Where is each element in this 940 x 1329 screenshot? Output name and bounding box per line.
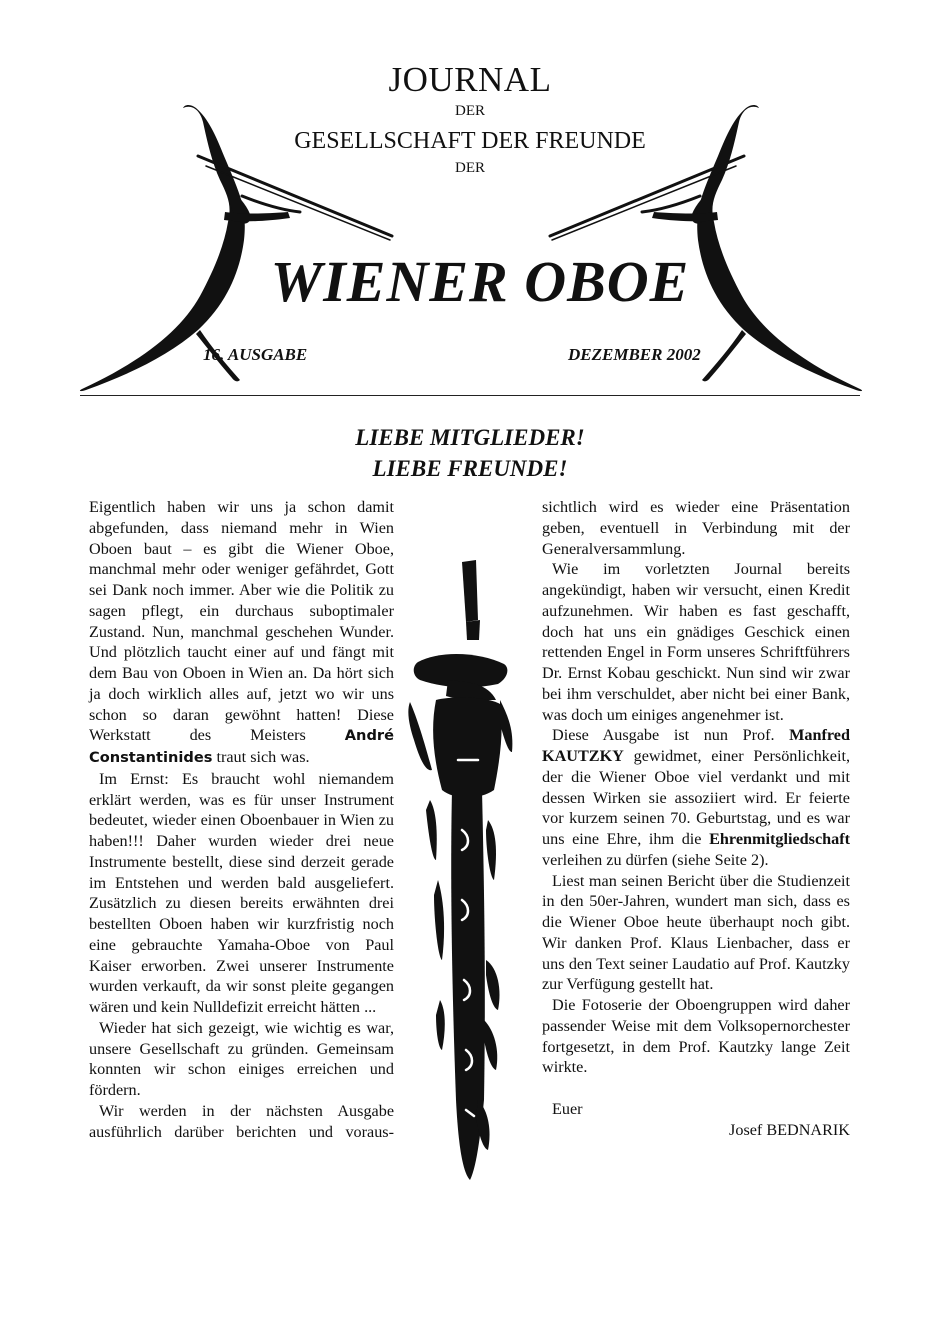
left-p1-text: Eigentlich haben wir uns ja schon damit abgefunden, dass niemand mehr in Wien Oboen baut – es gibt die Wiener Oboe, manchmal mehr oder weniger gefährdet, Gott sei Dank noch immer. Aber wie die Politik zu sagen pflegt, ein durchaus suboptimaler Zustand. Nun, manchmal geschehen Wunder. Und plötzlich taucht einer auf und fängt mit dem Bau von Oboen in Wien an. Da hört sich ja doch wirklich alles auf, jetzt wo wir uns schon so daran gewöhnt hatten! Diese Werkstatt des Meisters <box>89 498 394 745</box>
right-paragraph-5: Die Fotoserie der Oboengruppen wird daher passender Weise mit dem Volksopernorchester fortgesetzt, in dem Prof. Kautzky lange Zeit wirkte. <box>542 996 850 1077</box>
left-paragraph-4: Wir werden in der nächsten Ausgabe ausführlich darüber berichten und voraus- <box>89 1101 394 1141</box>
society-title: GESELLSCHAFT DER FREUNDE <box>294 128 646 154</box>
left-paragraph-1 <box>89 497 394 769</box>
issue-number: 16. AUSGABE <box>203 345 308 364</box>
left-column <box>89 497 394 1142</box>
right-column <box>542 497 850 1140</box>
left-p1-end: traut sich was. <box>216 748 310 766</box>
der-line-1: DER <box>455 103 485 119</box>
left-paragraph-3: Wieder hat sich gezeigt, wie wichtig es war, unsere Gesellschaft zu gründen. Gemeinsam konnten wir schon einiges erreichen und fördern. <box>89 1018 394 1099</box>
salutation-line-2: LIEBE FREUNDE! <box>372 456 568 481</box>
maker-name: André Constantinides <box>89 727 394 766</box>
signature: Josef BEDNARIK <box>729 1120 850 1139</box>
honoree-name: Manfred KAUTZKY <box>542 726 850 765</box>
salutation-line-1: LIEBE MITGLIEDER! <box>355 425 585 450</box>
right-p3-c: verleihen zu dürfen (siehe Seite 2). <box>542 850 769 869</box>
right-paragraph-1: sichtlich wird es wieder eine Präsentation geben, eventuell in Verbindung mit der Generalversammlung. <box>542 498 850 558</box>
journal-title: JOURNAL <box>388 60 552 99</box>
honorary-membership: Ehrenmitgliedschaft <box>709 830 851 848</box>
right-p3-b: gewidmet, einer Persönlichkeit, der die Wiener Oboe viel verdankt und mit dessen Wirken sie assoziiert wird. Er feierte vor kurzem seinen 70. Geburtstag, und es war uns eine Ehre, ihm die <box>542 747 850 848</box>
closing: Euer <box>552 1099 583 1118</box>
right-paragraph-4: Liest man seinen Bericht über die Studienzeit in den 50er-Jahren, wundert man sich, dass es die Wiener Oboe heute überhaupt noch gibt. Wir danken Prof. Klaus Lienbacher, dass er uns den Text seiner Laudatio auf Prof. Kautzky zur Verfügung gestellt hat. <box>542 871 850 994</box>
right-paragraph-2: Wie im vorletzten Journal bereits angekündigt, haben wir versucht, einen Kredit aufzunehmen. Wir haben es fast geschafft, doch hat uns ein gnädiges Geschick einen rettenden Engel in Form unseres Schriftführers Dr. Ernst Kobau geschickt. Nun sind wir zwar bei ihm verschuldet, aber nicht bei einer Bank, was doch um einiges angenehmer ist. <box>542 560 850 724</box>
left-paragraph-2: Im Ernst: Es braucht wohl niemandem erklärt werden, was es für unser Instrument bedeutet, wieder einen Oboenbauer in Wien zu haben!!! Daher wurden wieder drei neue Instrumente bestellt, diese sind derzeit gerade im Entstehen und werden bald ausgeliefert. Zusätzlich zu diesen bereits erwähnten drei bestellten Oboen haben wir kurzfristig noch eine gebrauchte Yamaha-Oboe von Paul Kaiser erworben. Zwei unserer Instrumente wurden verkauft, da wir sonst pleite gegangen wären und kein Nulldefizit erreicht hätten ... <box>89 769 394 1016</box>
right-paragraph-3 <box>542 725 850 870</box>
der-line-2: DER <box>455 160 485 176</box>
right-p3-a: Diese Ausgabe ist nun Prof. <box>552 726 775 745</box>
wiener-oboe-title: WIENER OBOE <box>270 249 690 314</box>
issue-date: DEZEMBER 2002 <box>568 345 701 364</box>
